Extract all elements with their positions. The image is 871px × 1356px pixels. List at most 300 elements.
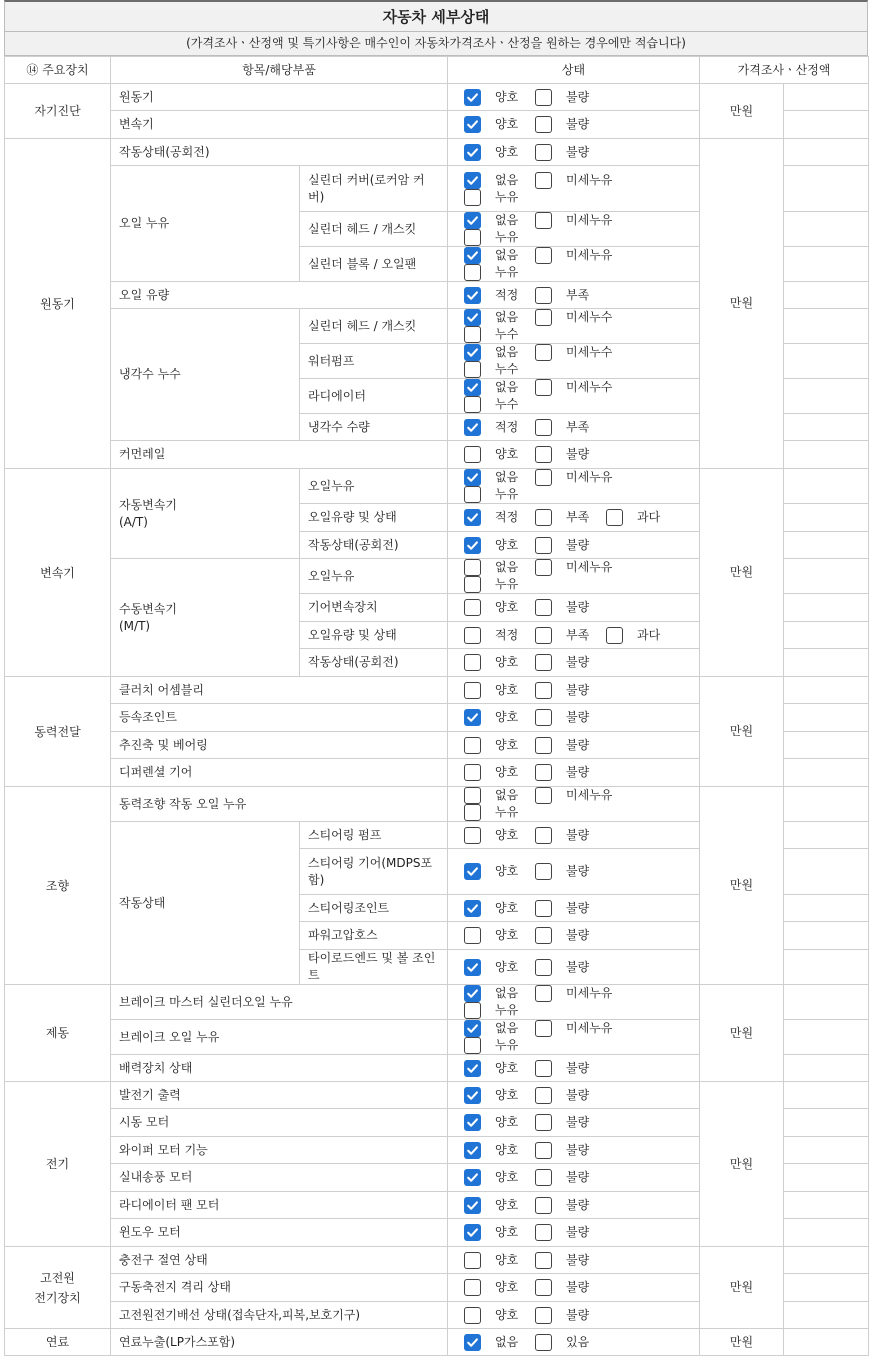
status-option[interactable] [464,361,519,378]
status-option[interactable] [464,212,519,229]
price-input-cell[interactable] [784,139,869,166]
checkbox-unchecked[interactable] [535,287,552,304]
option-label: 없음 [495,788,519,802]
status-option[interactable] [535,959,590,976]
status-options [448,759,700,787]
status-options [448,1219,700,1247]
price-input-cell[interactable] [784,1055,869,1082]
status-option[interactable] [464,116,519,133]
status-option[interactable] [464,264,519,281]
checkbox-unchecked[interactable] [464,764,481,781]
price-input-cell[interactable] [784,309,869,344]
status-option[interactable] [535,863,590,880]
price-input-cell[interactable] [784,469,869,504]
checkbox-unchecked[interactable] [464,827,481,844]
price-input-cell[interactable] [784,704,869,732]
checkbox-unchecked[interactable] [464,1037,481,1054]
checkbox-checked[interactable] [464,1142,481,1159]
checkbox-unchecked[interactable] [535,1224,552,1241]
status-options [448,379,700,414]
status-option[interactable] [535,509,590,526]
checkmark-icon [466,987,479,1000]
checkbox-unchecked[interactable] [535,172,552,189]
checkbox-checked[interactable] [464,985,481,1002]
status-option[interactable] [535,927,590,944]
checkbox-unchecked[interactable] [535,379,552,396]
status-option[interactable] [535,985,612,1002]
status-options [448,309,700,344]
status-option[interactable] [464,787,519,804]
status-option[interactable] [535,1114,590,1131]
checkbox-checked[interactable] [464,863,481,880]
status-option[interactable] [464,900,519,917]
checkbox-unchecked[interactable] [535,559,552,576]
checkbox-checked[interactable] [464,469,481,486]
checkbox-checked[interactable] [464,212,481,229]
option-label: 과다 [637,510,661,524]
status-option[interactable] [535,212,612,229]
price-input-cell[interactable] [784,212,869,247]
option-label: 양호 [495,447,519,461]
price-input-cell[interactable] [784,622,869,649]
checkbox-unchecked[interactable] [535,1169,552,1186]
checkbox-unchecked[interactable] [464,1002,481,1019]
status-option[interactable] [464,1142,519,1159]
checkmark-icon [466,91,479,104]
checkbox-checked[interactable] [464,144,481,161]
status-options [448,1020,700,1055]
checkbox-checked[interactable] [464,709,481,726]
checkbox-unchecked[interactable] [464,576,481,593]
checkbox-unchecked[interactable] [535,344,552,361]
status-option[interactable] [535,654,590,671]
checkbox-unchecked[interactable] [535,927,552,944]
checkbox-unchecked[interactable] [464,326,481,343]
status-option[interactable] [535,1252,590,1269]
status-option[interactable] [535,559,612,576]
option-label: 부족 [566,287,590,302]
status-option[interactable] [535,1060,590,1077]
status-option[interactable] [464,326,519,343]
price-input-cell[interactable] [784,922,869,950]
checkbox-unchecked[interactable] [464,1252,481,1269]
status-option[interactable] [464,509,519,526]
status-option[interactable] [535,344,612,361]
item-label: 윈도우 모터 [111,1219,448,1247]
status-option[interactable] [464,469,519,486]
checkbox-checked[interactable] [464,287,481,304]
status-option[interactable] [535,144,590,161]
status-option[interactable] [535,682,590,699]
status-option[interactable] [535,172,612,189]
status-option[interactable] [464,1002,519,1019]
checkbox-checked[interactable] [464,537,481,554]
status-option[interactable] [535,1197,590,1214]
checkbox-unchecked[interactable] [535,212,552,229]
status-option[interactable] [535,419,590,436]
price-input-cell[interactable] [784,649,869,677]
item-group-label: 수동변속기 (M/T) [111,559,300,677]
option-label: 양호 [495,1142,519,1157]
checkbox-checked[interactable] [464,1020,481,1037]
option-label: 불량 [566,655,590,669]
price-input-cell[interactable] [784,282,869,309]
item-label: 커먼레일 [111,441,448,469]
status-option[interactable] [464,654,519,671]
system-name: 전기 [5,1082,111,1247]
checkbox-unchecked[interactable] [535,599,552,616]
status-option[interactable] [464,1020,519,1037]
status-option[interactable] [464,247,519,264]
status-option[interactable] [464,576,519,593]
form-subtitle: (가격조사ㆍ산정액 및 특기사항은 매수인이 자동차가격조사ㆍ산정을 원하는 경우에만 적습니다) [4,32,868,56]
status-option[interactable] [464,309,519,326]
status-option[interactable] [535,116,590,133]
checkbox-unchecked[interactable] [535,985,552,1002]
status-option[interactable] [464,537,519,554]
checkbox-unchecked[interactable] [464,559,481,576]
checkbox-unchecked[interactable] [535,1197,552,1214]
checkbox-unchecked[interactable] [535,537,552,554]
checkbox-unchecked[interactable] [535,863,552,880]
status-option[interactable] [535,379,612,396]
checkbox-unchecked[interactable] [535,654,552,671]
checkbox-unchecked[interactable] [464,1307,481,1324]
checkbox-unchecked[interactable] [464,396,481,413]
status-option[interactable] [535,1307,590,1324]
status-option[interactable] [464,804,519,821]
option-label: 미세누유 [566,560,613,574]
checkbox-unchecked[interactable] [535,1060,552,1077]
checkbox-checked[interactable] [464,509,481,526]
status-option[interactable] [535,287,590,304]
price-input-cell[interactable] [784,895,869,922]
checkmark-icon [466,1062,479,1075]
status-option[interactable] [535,900,590,917]
checkbox-unchecked[interactable] [606,509,623,526]
option-label: 미세누유 [566,788,613,802]
checkbox-unchecked[interactable] [464,189,481,206]
checkbox-unchecked[interactable] [535,469,552,486]
checkmark-icon [466,1022,479,1035]
status-option[interactable] [464,1060,519,1077]
checkbox-checked[interactable] [464,1169,481,1186]
checkbox-checked[interactable] [464,309,481,326]
status-option[interactable] [464,559,519,576]
checkbox-unchecked[interactable] [464,654,481,671]
status-option[interactable] [464,419,519,436]
status-option[interactable] [464,172,519,189]
checkbox-checked[interactable] [464,344,481,361]
checkmark-icon [466,1116,479,1129]
price-input-cell[interactable] [784,1192,869,1219]
status-option[interactable] [464,827,519,844]
item-label: 구동축전지 격리 상태 [111,1274,448,1302]
checkbox-unchecked[interactable] [535,116,552,133]
header-status: 상태 [448,57,700,84]
status-option[interactable] [464,985,519,1002]
checkbox-unchecked[interactable] [464,804,481,821]
checkbox-unchecked[interactable] [535,709,552,726]
checkbox-unchecked[interactable] [535,787,552,804]
price-input-cell[interactable] [784,1109,869,1137]
status-option[interactable] [464,144,519,161]
price-input-cell[interactable] [784,247,869,282]
status-option[interactable] [464,446,519,463]
price-input-cell[interactable] [784,787,869,822]
status-option[interactable] [535,1169,590,1186]
checkbox-unchecked[interactable] [535,737,552,754]
price-input-cell[interactable] [784,759,869,787]
status-option[interactable] [535,764,590,781]
item-label: 작동상태(공회전) [111,139,448,166]
item-label: 충전구 절연 상태 [111,1247,448,1274]
price-input-cell[interactable] [784,1219,869,1247]
checkbox-unchecked[interactable] [464,446,481,463]
item-label: 브레이크 오일 누유 [111,1020,448,1055]
option-label: 적정 [495,419,519,434]
status-option[interactable] [464,379,519,396]
status-option[interactable] [535,469,612,486]
table-row [5,469,869,504]
checkbox-unchecked[interactable] [535,446,552,463]
checkbox-unchecked[interactable] [535,144,552,161]
price-input-cell[interactable] [784,985,869,1020]
price-input-cell[interactable] [784,1329,869,1356]
checkbox-unchecked[interactable] [535,309,552,326]
checkbox-unchecked[interactable] [464,787,481,804]
checkbox-unchecked[interactable] [535,509,552,526]
status-option[interactable] [535,1087,590,1104]
item-label: 배력장치 상태 [111,1055,448,1082]
checkbox-checked[interactable] [464,900,481,917]
status-option[interactable] [535,89,590,106]
sub-item-label: 기어변속장치 [300,594,448,622]
price-input-cell[interactable] [784,504,869,532]
checkbox-checked[interactable] [464,959,481,976]
checkbox-unchecked[interactable] [535,247,552,264]
option-label: 불량 [566,1170,590,1184]
price-input-cell[interactable] [784,1274,869,1302]
status-options [448,559,700,594]
checkbox-unchecked[interactable] [464,627,481,644]
option-label: 양호 [495,682,519,697]
status-option[interactable] [464,1037,519,1054]
option-label: 불량 [566,682,590,697]
checkbox-unchecked[interactable] [464,599,481,616]
checkmark-icon [466,1089,479,1102]
status-option[interactable] [464,1087,519,1104]
option-label: 불량 [566,900,590,915]
price-input-cell[interactable] [784,84,869,111]
status-option[interactable] [606,627,661,644]
status-option[interactable] [464,1334,519,1351]
checkbox-unchecked[interactable] [464,264,481,281]
checkbox-checked[interactable] [464,116,481,133]
table-row [5,787,869,822]
status-option[interactable] [464,599,519,616]
option-label: 양호 [495,1307,519,1322]
checkbox-checked[interactable] [464,247,481,264]
status-option[interactable] [535,1020,612,1037]
checkbox-unchecked[interactable] [535,682,552,699]
status-options [448,704,700,732]
checkbox-checked[interactable] [464,1114,481,1131]
price-input-cell[interactable] [784,1302,869,1329]
price-input-cell[interactable] [784,1020,869,1055]
status-option[interactable] [535,709,590,726]
status-option[interactable] [464,1169,519,1186]
status-option[interactable] [464,229,519,246]
status-option[interactable] [464,863,519,880]
price-input-cell[interactable] [784,1137,869,1164]
price-input-cell[interactable] [784,532,869,559]
status-option[interactable] [464,287,519,304]
checkbox-checked[interactable] [464,379,481,396]
item-label: 고전원전기배선 상태(접속단자,피복,보호기구) [111,1302,448,1329]
price-input-cell[interactable] [784,849,869,895]
status-option[interactable] [535,1334,590,1351]
status-option[interactable] [535,737,590,754]
status-option[interactable] [464,709,519,726]
price-unit: 만원 [700,1082,784,1247]
checkbox-unchecked[interactable] [535,419,552,436]
price-input-cell[interactable] [784,677,869,704]
price-input-cell[interactable] [784,559,869,594]
checkbox-checked[interactable] [464,1087,481,1104]
status-option[interactable] [535,446,590,463]
price-input-cell[interactable] [784,594,869,622]
option-label: 부족 [566,510,590,524]
status-option[interactable] [464,737,519,754]
status-option[interactable] [464,344,519,361]
checkbox-unchecked[interactable] [535,1142,552,1159]
checkbox-checked[interactable] [464,1197,481,1214]
status-option[interactable] [464,189,519,206]
checkbox-unchecked[interactable] [464,361,481,378]
option-label: 양호 [495,928,519,942]
checkbox-unchecked[interactable] [464,927,481,944]
status-options [448,732,700,759]
option-label: 누유 [495,577,519,591]
checkbox-checked[interactable] [464,172,481,189]
item-label: 시동 모터 [111,1109,448,1137]
price-input-cell[interactable] [784,111,869,139]
sub-item-label: 실린더 블록 / 오일팬 [300,247,448,282]
status-option[interactable] [535,627,590,644]
price-input-cell[interactable] [784,1247,869,1274]
option-label: 미세누수 [566,345,613,359]
checkbox-unchecked[interactable] [535,1334,552,1351]
status-option[interactable] [535,1142,590,1159]
price-input-cell[interactable] [784,344,869,379]
checkbox-checked[interactable] [464,1224,481,1241]
item-label: 실내송풍 모터 [111,1164,448,1192]
option-label: 누유 [495,1003,519,1017]
header-price: 가격조사ㆍ산정액 [700,57,869,84]
price-input-cell[interactable] [784,166,869,212]
checkbox-unchecked[interactable] [464,486,481,503]
status-option[interactable] [464,486,519,503]
checkbox-unchecked[interactable] [535,900,552,917]
checkbox-unchecked[interactable] [535,1020,552,1037]
checkbox-unchecked[interactable] [535,959,552,976]
status-option[interactable] [464,1252,519,1269]
status-option[interactable] [535,1224,590,1241]
checkbox-unchecked[interactable] [535,827,552,844]
checkmark-icon [466,214,479,227]
status-options [448,1082,700,1109]
price-input-cell[interactable] [784,379,869,414]
option-label: 양호 [495,710,519,724]
status-option[interactable] [606,509,661,526]
checkbox-checked[interactable] [464,1334,481,1351]
checkbox-unchecked[interactable] [535,1087,552,1104]
status-option[interactable] [535,247,612,264]
option-label: 양호 [495,959,519,974]
option-label: 있음 [566,1334,590,1349]
checkbox-checked[interactable] [464,1060,481,1077]
status-option[interactable] [535,827,590,844]
price-input-cell[interactable] [784,1082,869,1109]
checkbox-unchecked[interactable] [535,89,552,106]
system-name: 조향 [5,787,111,985]
price-input-cell[interactable] [784,441,869,469]
checkbox-checked[interactable] [464,89,481,106]
item-label: 등속조인트 [111,704,448,732]
option-label: 불량 [566,737,590,752]
checkbox-checked[interactable] [464,419,481,436]
status-option[interactable] [535,787,612,804]
status-option[interactable] [464,1114,519,1131]
price-input-cell[interactable] [784,414,869,441]
checkmark-icon [466,346,479,359]
checkbox-unchecked[interactable] [535,764,552,781]
status-option[interactable] [464,89,519,106]
price-input-cell[interactable] [784,822,869,849]
status-option[interactable] [464,682,519,699]
status-option[interactable] [535,537,590,554]
checkbox-unchecked[interactable] [464,682,481,699]
status-option[interactable] [464,396,519,413]
checkbox-unchecked[interactable] [535,1307,552,1324]
status-option[interactable] [464,1197,519,1214]
checkbox-unchecked[interactable] [535,627,552,644]
status-option[interactable] [464,959,519,976]
status-option[interactable] [464,927,519,944]
checkmark-icon [466,1336,479,1349]
price-input-cell[interactable] [784,1164,869,1192]
price-input-cell[interactable] [784,950,869,985]
status-option[interactable] [464,1307,519,1324]
checkmark-icon [466,1226,479,1239]
checkbox-unchecked[interactable] [464,229,481,246]
status-option[interactable] [535,309,612,326]
checkbox-unchecked[interactable] [606,627,623,644]
sub-item-label: 스티어링조인트 [300,895,448,922]
option-label: 없음 [495,213,519,227]
status-option[interactable] [464,627,519,644]
status-option[interactable] [464,1224,519,1241]
option-label: 부족 [566,627,590,642]
status-option[interactable] [535,599,590,616]
status-options [448,1109,700,1137]
checkbox-unchecked[interactable] [535,1252,552,1269]
checkbox-unchecked[interactable] [535,1114,552,1131]
checkbox-unchecked[interactable] [464,737,481,754]
price-input-cell[interactable] [784,732,869,759]
status-option[interactable] [464,764,519,781]
